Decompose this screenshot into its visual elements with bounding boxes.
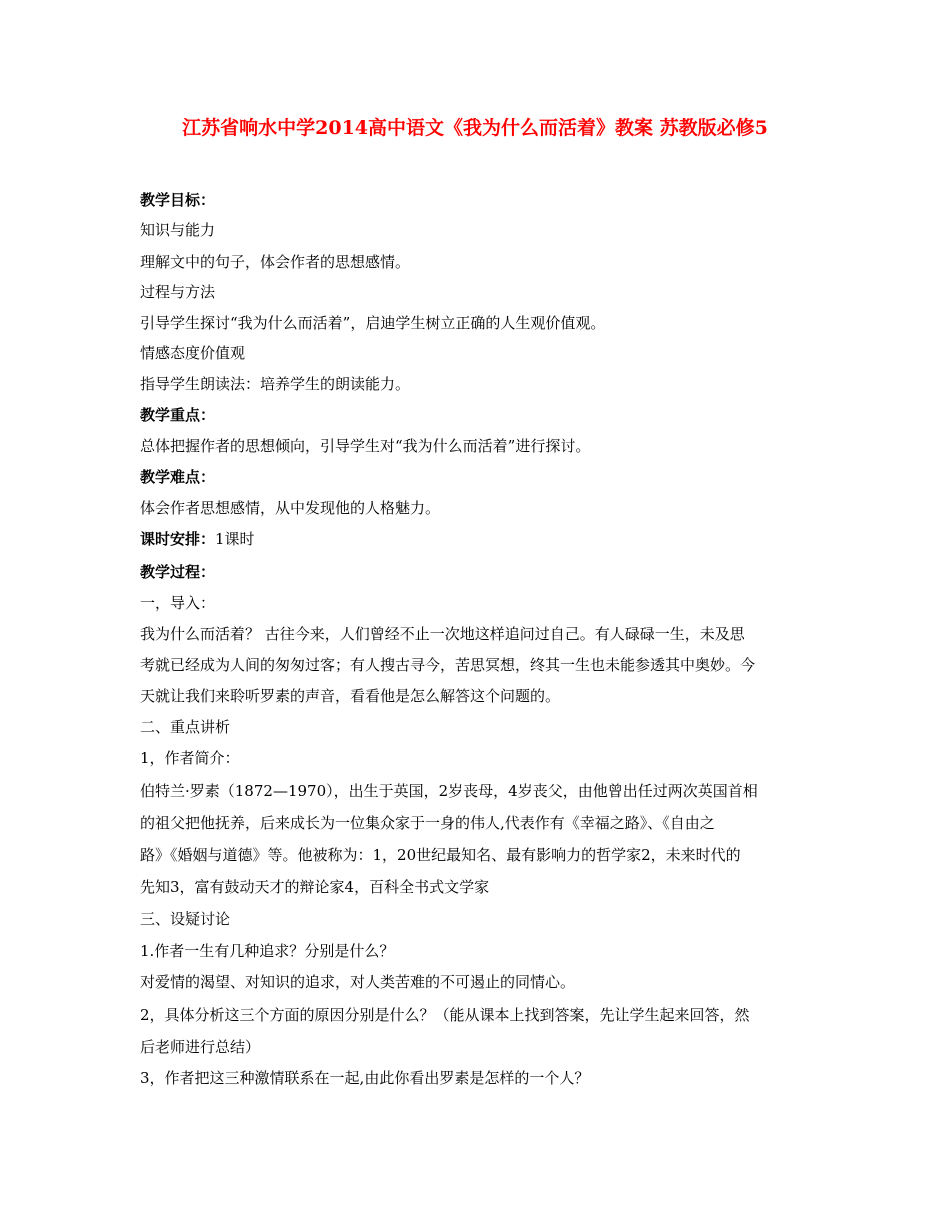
text-line: 伯特兰·罗素（1872—1970），出生于英国，2岁丧母，4岁丧父，由他曾出任过两次英国首相 <box>140 782 758 800</box>
text-line: 先知3，富有鼓动天才的辩论家4，百科全书式文学家 <box>140 878 490 896</box>
text-line: 情感态度价值观 <box>140 344 246 362</box>
text-line: 三、设疑讨论 <box>140 910 231 928</box>
class-schedule-value: 1课时 <box>215 530 255 548</box>
heading-teaching-process: 教学过程： <box>140 563 216 581</box>
heading-teaching-difficulty: 教学难点： <box>140 468 216 486</box>
class-schedule-line <box>140 528 255 550</box>
text-line: 我为什么而活着？ 古往今来，人们曾经不止一次地这样追问过自己。有人碌碌一生，未及思 <box>140 625 745 643</box>
text-line: 2，具体分析这三个方面的原因分别是什么？（能从课本上找到答案，先让学生起来回答，然 <box>140 1006 750 1024</box>
heading-teaching-focus: 教学重点： <box>140 406 216 424</box>
text-line: 引导学生探讨“我为什么而活着”，启迪学生树立正确的人生观价值观。 <box>140 314 606 332</box>
text-line: 1，作者简介： <box>140 749 240 767</box>
text-line: 体会作者思想感情，从中发现他的人格魅力。 <box>140 499 441 517</box>
text-line: 对爱情的渴望、对知识的追求，对人类苦难的不可遏止的同情心。 <box>140 973 576 991</box>
text-line: 的祖父把他抚养，后来成长为一位集众家于一身的伟人,代表作有《幸福之路》、《自由之 <box>140 814 715 832</box>
heading-teaching-objectives: 教学目标： <box>140 191 216 209</box>
text-line: 路》《婚姻与道德》等。他被称为：1，20世纪最知名、最有影响力的哲学家2，未来时代的 <box>140 846 741 864</box>
class-schedule-label: 课时安排： <box>140 530 216 548</box>
text-line: 总体把握作者的思想倾向，引导学生对“我为什么而活着”进行探讨。 <box>140 437 591 455</box>
text-line: 天就让我们来聆听罗素的声音，看看他是怎么解答这个问题的。 <box>140 687 561 705</box>
text-line: 1.作者一生有几种追求？分别是什么？ <box>140 942 395 960</box>
text-line: 考就已经成为人间的匆匆过客；有人搜古寻今，苦思冥想，终其一生也未能参透其中奥妙。今 <box>140 656 756 674</box>
text-line: 后老师进行总结） <box>140 1038 261 1056</box>
text-line: 二、重点讲析 <box>140 718 231 736</box>
text-line: 一，导入： <box>140 594 216 612</box>
text-line: 知识与能力 <box>140 221 216 239</box>
text-line: 过程与方法 <box>140 283 216 301</box>
text-line: 3，作者把这三种激情联系在一起,由此你看出罗素是怎样的一个人？ <box>140 1069 590 1087</box>
text-line: 指导学生朗读法：培养学生的朗读能力。 <box>140 375 411 393</box>
document-title: 江苏省响水中学2014高中语文《我为什么而活着》教案 苏教版必修5 <box>182 117 768 139</box>
text-line: 理解文中的句子，体会作者的思想感情。 <box>140 253 411 271</box>
